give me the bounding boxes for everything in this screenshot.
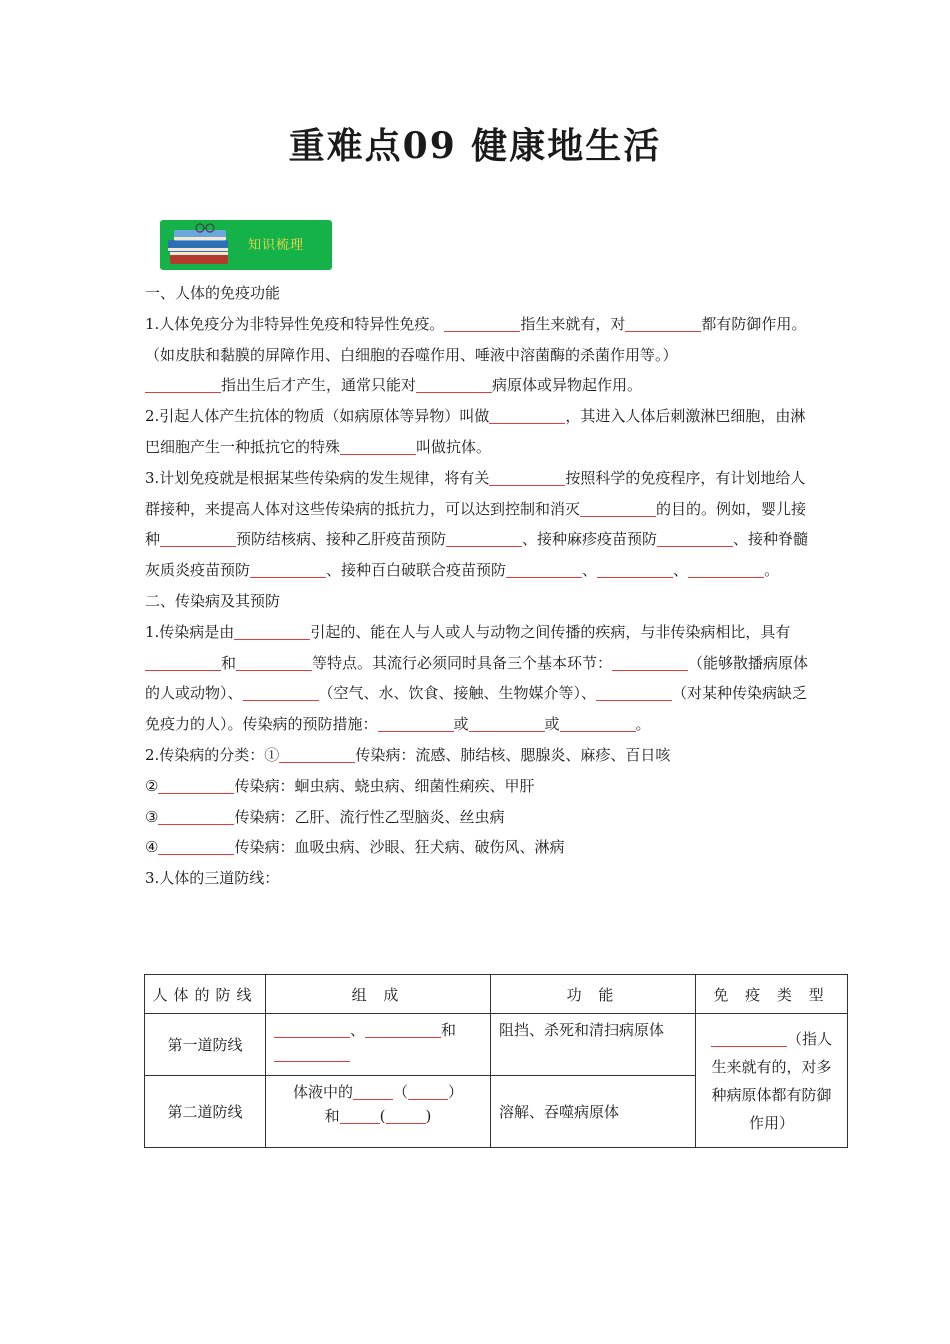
paragraph-antigen: 2.引起人体产生抗体的物质（如病原体等异物）叫做 ，其进入人体后刺激淋巴细胞，由淋巴细胞产生一种抵抗它的特殊 叫做抗体。 [145, 407, 806, 456]
knowledge-banner [160, 220, 332, 270]
banner-label: 知识梳理 [248, 238, 305, 253]
function-cell: 溶解、吞噬病原体 [491, 1076, 696, 1148]
defense-table [144, 974, 848, 1148]
content [145, 278, 810, 894]
paragraph-immunity: 1.人体免疫分为非特异性免疫和特异性免疫。 指生来就有，对 都有防御作用。（如皮肤和黏膜的屏障作用、白细胞的吞噬作用、唾液中溶菌酶的杀菌作用等。） [145, 314, 807, 364]
books-icon [164, 222, 236, 268]
composition-cell: 体液中的 （ ） 和 ( ) [266, 1076, 491, 1148]
paragraph-classification-1: 2.传染病的分类：① 传染病：流感、肺结核、腮腺炎、麻疹、百日咳 [145, 745, 671, 764]
page-title: 重难点09 健康地生活 [288, 125, 662, 167]
section-heading-1: 一、人体的免疫功能 [145, 284, 281, 302]
paragraph-classification-4: ④ 传染病：血吸虫病、沙眼、狂犬病、破伤风、淋病 [145, 838, 565, 857]
paragraph-classification-2: ② 传染病：蛔虫病、蛲虫病、细菌性痢疾、甲肝 [145, 776, 535, 795]
defense-line-cell: 第二道防线 [145, 1076, 266, 1148]
paragraph-infectious-disease: 1.传染病是由 引起的、能在人与人或人与动物之间传播的疾病，与非传染病相比，具有和 等特点。其流行必须同时具备三个基本环节： （能够散播病原体的人或动物）、 （空气、水、饮食、接触、生物媒介等）、 （对某种传染病缺乏免疫力的人）。传染病的预防措施： 或 或 。 [145, 622, 809, 734]
paragraph-planned-immunity: 3.计划免疫就是根据某些传染病的发生规律，将有关 按照科学的免疫程序，有计划地给人群接种，来提高人体对这些传染病的抵抗力，可以达到控制和消灭 的目的。例如，婴儿接种 预防结核病、接种乙肝疫苗预防 、接种麻疹疫苗预防 、接种脊髓灰质炎疫苗预防 、接种百白破联合疫苗预防 、 、 。 [145, 468, 809, 580]
paragraph-three-defenses: 3.人体的三道防线： [145, 869, 280, 888]
section-heading-2: 二、传染病及其预防 [145, 591, 281, 610]
immunity-type-cell: （指人生来就有的，对多种病原体都有防御作用） [696, 1014, 848, 1148]
composition-cell: 、 和 [266, 1014, 491, 1076]
function-cell: 阻挡、杀死和清扫病原体 [491, 1014, 696, 1076]
table-header-row [145, 975, 848, 1014]
defense-line-cell: 第一道防线 [145, 1014, 266, 1076]
table-header: 人体的防线 [145, 975, 266, 1014]
table-header: 免 疫 类 型 [696, 975, 848, 1014]
paragraph-specific-immunity: 指出生后才产生，通常只能对 病原体或异物起作用。 [145, 370, 810, 401]
paragraph-classification-3: ③ 传染病：乙肝、流行性乙型脑炎、丝虫病 [145, 807, 505, 826]
table-header: 功 能 [491, 975, 696, 1014]
table-header: 组 成 [266, 975, 491, 1014]
table-row [145, 1014, 848, 1076]
